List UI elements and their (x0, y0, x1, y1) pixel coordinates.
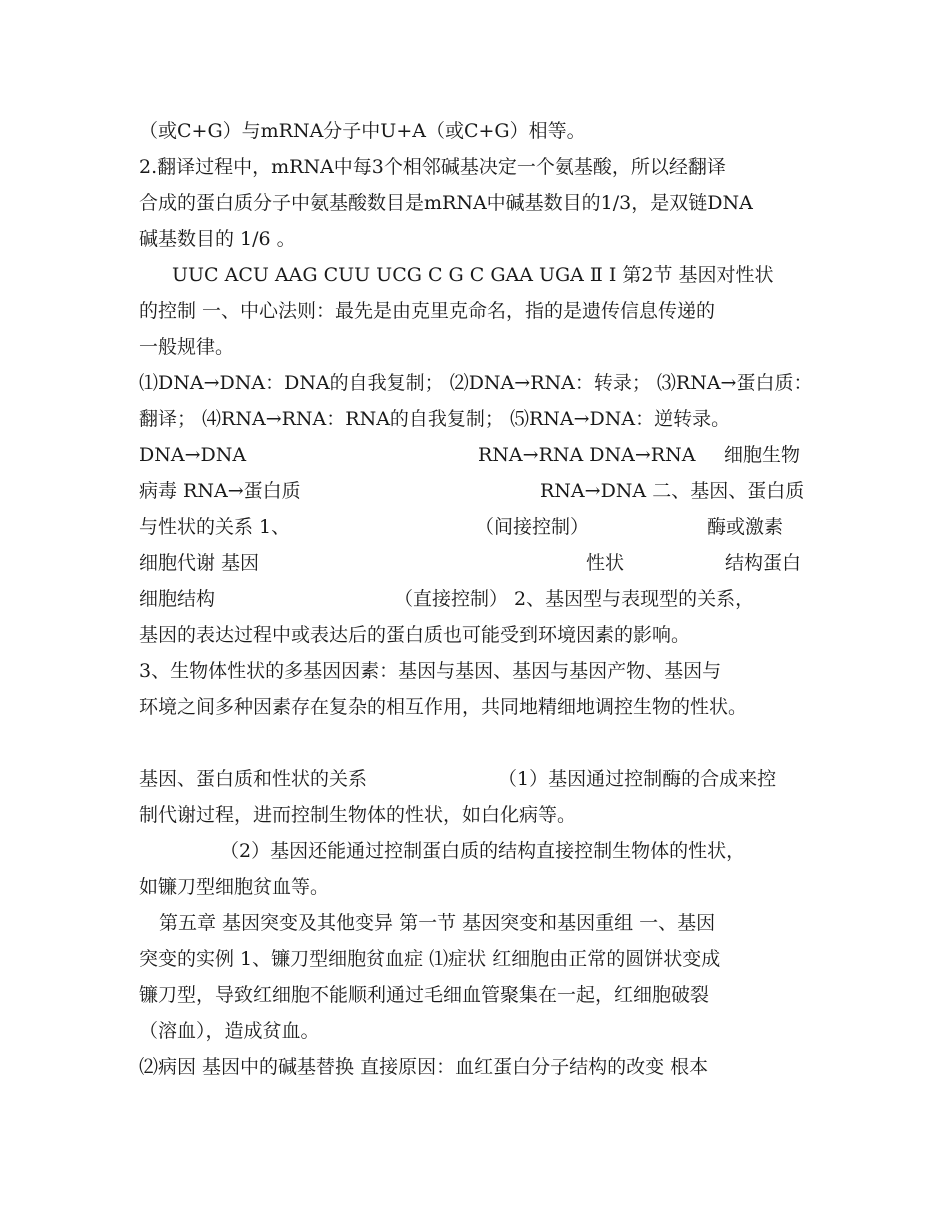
text-line: ⑴DNA→DNA：DNA的自我复制； ⑵DNA→RNA：转录； ⑶RNA→蛋白质： (139, 372, 813, 394)
text-line: 2.翻译过程中，mRNA中每3个相邻碱基决定一个氨基酸，所以经翻译 (139, 156, 726, 178)
text-fragment: 结构蛋白 (725, 552, 802, 574)
text-fragment: 与性状的关系 1、 (139, 516, 291, 538)
text-fragment: （1）基因通过控制酶的合成来控 (498, 768, 777, 790)
text-fragment: RNA→DNA 二、基因、蛋白质 (540, 480, 805, 502)
text-fragment: 细胞生物 (724, 444, 801, 466)
text-line: UUC ACU AAG CUU UCG C G C GAA UGA Ⅱ Ⅰ 第2节 基因对性状 (172, 264, 774, 286)
text-fragment: RNA→RNA DNA→RNA (478, 444, 696, 466)
text-line: 第五章 基因突变及其他变异 第一节 基因突变和基因重组 一、基因 (159, 912, 716, 934)
text-line: 的控制 一、中心法则：最先是由克里克命名，指的是遗传信息传递的 (139, 300, 716, 322)
text-line: 制代谢过程，进而控制生物体的性状，如白化病等。 (139, 804, 577, 826)
text-fragment: （间接控制） (475, 516, 590, 538)
text-fragment: 性状 (586, 552, 625, 574)
text-line: （或C+G）与mRNA分子中U+A（或C+G）相等。 (139, 120, 586, 142)
text-line: （2）基因还能通过控制蛋白质的结构直接控制生物体的性状， (220, 840, 746, 862)
text-fragment: DNA→DNA (139, 444, 247, 466)
text-fragment: 细胞代谢 基因 (139, 552, 260, 574)
text-fragment: 酶或激素 (707, 516, 784, 538)
text-line: 环境之间多种因素存在复杂的相互作用，共同地精细地调控生物的性状。 (139, 696, 748, 718)
text-line: 碱基数目的 1/6 。 (139, 228, 296, 250)
text-line: 3、生物体性状的多基因因素：基因与基因、基因与基因产物、基因与 (139, 660, 722, 682)
text-line: 如镰刀型细胞贫血等。 (139, 876, 330, 898)
text-line: 镰刀型，导致红细胞不能顺利通过毛细血管聚集在一起，红细胞破裂 (139, 984, 710, 1006)
text-fragment: 病毒 RNA→蛋白质 (139, 480, 301, 502)
text-fragment: （直接控制） 2、基因型与表现型的关系， (394, 588, 755, 610)
text-line: 翻译； ⑷RNA→RNA：RNA的自我复制； ⑸RNA→DNA：逆转录。 (139, 408, 731, 430)
text-fragment: 细胞结构 (139, 588, 216, 610)
text-line: ⑵病因 基因中的碱基替换 直接原因：血红蛋白分子结构的改变 根本 (139, 1056, 709, 1078)
text-line: 突变的实例 1、镰刀型细胞贫血症 ⑴症状 红细胞由正常的圆饼状变成 (139, 948, 721, 970)
text-line: 合成的蛋白质分子中氨基酸数目是mRNA中碱基数目的1/3，是双链DNA (139, 192, 753, 214)
text-line: （溶血），造成贫血。 (139, 1020, 320, 1042)
text-line: 基因的表达过程中或表达后的蛋白质也可能受到环境因素的影响。 (139, 624, 691, 646)
text-fragment: 基因、蛋白质和性状的关系 (139, 768, 368, 790)
text-line: 一般规律。 (139, 336, 235, 358)
